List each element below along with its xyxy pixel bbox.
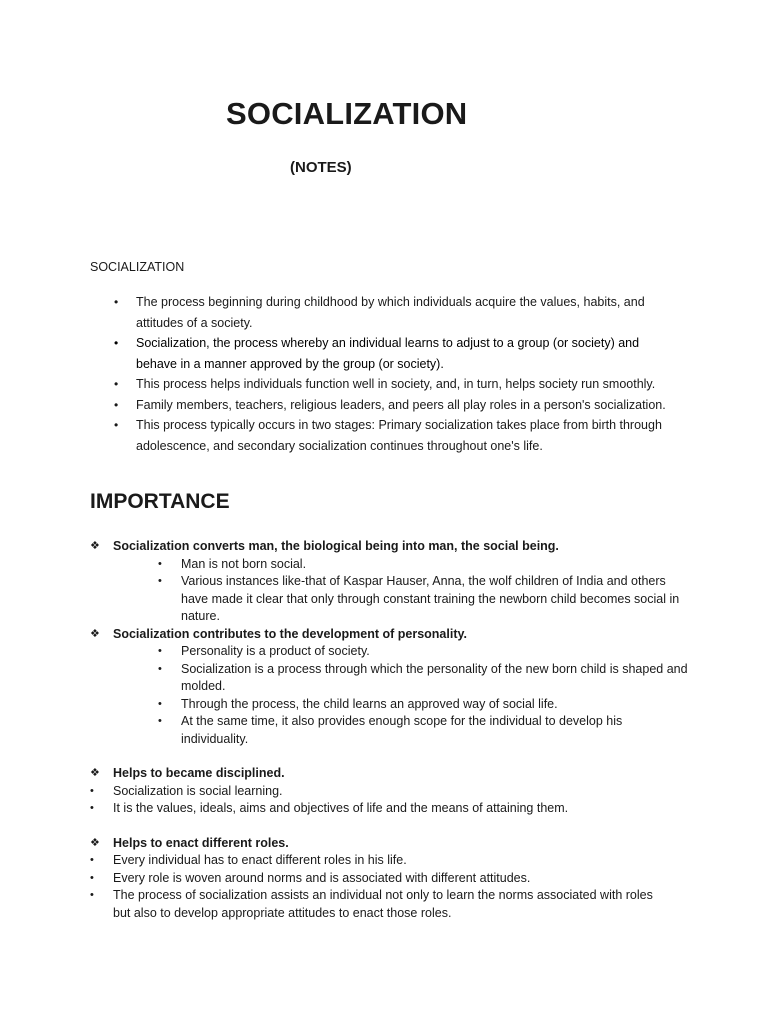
list-item-text: The process of socialization assists an individual not only to learn the norms associated with roles but also to develop appropriate attitudes to enact those roles.	[113, 888, 653, 920]
list-item-text: Socialization is social learning.	[113, 783, 283, 798]
page-title: SOCIALIZATION	[226, 96, 468, 131]
list-item	[0, 374, 768, 395]
list-item-text: It is the values, ideals, aims and objectives of life and the means of attaining them.	[113, 801, 569, 815]
bullet-icon: •	[158, 697, 162, 710]
importance-point-heading: Socialization converts man, the biological being into man, the social being.	[113, 539, 559, 553]
list-item	[0, 696, 768, 714]
diamond-bullet-icon: ❖	[90, 767, 100, 779]
list-item	[0, 573, 768, 626]
list-item	[0, 661, 768, 696]
diamond-bullet-icon: ❖	[90, 627, 100, 640]
list-item	[0, 887, 768, 922]
importance-point-heading: Socialization contributes to the development of personality.	[113, 626, 467, 641]
list-item	[0, 870, 768, 888]
list-item-text: At the same time, it also provides enough scope for the individual to develop his individuality.	[181, 714, 623, 746]
section-label: SOCIALIZATION	[90, 260, 185, 274]
list-item-text: This process helps individuals function well in society, and, in turn, helps society run smoothly.	[136, 377, 656, 391]
list-item	[0, 395, 768, 416]
bullet-icon: •	[114, 397, 119, 412]
bullet-icon: •	[114, 377, 119, 391]
list-item-text: Man is not born social.	[181, 556, 307, 571]
list-item	[0, 292, 768, 333]
list-item-text: The process beginning during childhood by which individuals acquire the values, habits, and attitudes of a society.	[136, 295, 645, 330]
importance-section	[0, 538, 768, 922]
bullet-icon: •	[158, 662, 162, 675]
definition-list	[0, 292, 768, 456]
list-item-text: Every role is woven around norms and is associated with different attitudes.	[113, 870, 531, 885]
importance-point-heading: Helps to enact different roles.	[113, 835, 289, 850]
list-item-text: Various instances like-that of Kaspar Hauser, Anna, the wolf children of India and others have made it clear that only through constant training the newborn child becomes social in nature.	[181, 574, 680, 623]
bullet-icon: •	[90, 854, 94, 866]
importance-point-heading: Helps to became disciplined.	[113, 766, 285, 780]
bullet-icon: •	[90, 802, 94, 814]
list-item-text: This process typically occurs in two stages: Primary socialization takes place from birth through adolescence, and secondary socialization continues throughout one's life.	[136, 418, 662, 453]
spacer	[0, 748, 768, 765]
bullet-icon: •	[158, 575, 162, 587]
list-item	[0, 713, 768, 748]
importance-sub-list	[0, 556, 768, 626]
importance-heading: IMPORTANCE	[90, 490, 230, 513]
importance-flat-list	[0, 852, 768, 922]
bullet-icon: •	[114, 336, 119, 350]
list-item-text: Socialization is a process through which the personality of the new born child is shaped and molded.	[181, 661, 688, 693]
importance-point	[0, 626, 768, 644]
list-item	[0, 643, 768, 661]
list-item	[0, 783, 768, 801]
bullet-icon: •	[90, 784, 94, 797]
bullet-icon: •	[158, 557, 162, 570]
importance-point	[0, 765, 768, 783]
list-item	[0, 852, 768, 870]
list-item-text: Every individual has to enact different roles in his life.	[113, 853, 407, 867]
bullet-icon: •	[158, 645, 162, 657]
list-item-text: Through the process, the child learns an approved way of social life.	[181, 696, 558, 711]
list-item-text: Family members, teachers, religious leaders, and peers all play roles in a person's socialization.	[136, 397, 666, 412]
bullet-icon: •	[158, 715, 162, 727]
bullet-icon: •	[114, 418, 119, 432]
list-item-text: Socialization, the process whereby an individual learns to adjust to a group (or society) and behave in a manner approved by the group (or society).	[136, 336, 640, 371]
list-item-text: Personality is a product of society.	[181, 644, 370, 658]
bullet-icon: •	[114, 295, 119, 309]
list-item	[0, 800, 768, 818]
list-item	[0, 333, 768, 374]
bullet-icon: •	[90, 889, 94, 901]
importance-flat-list	[0, 783, 768, 818]
importance-point	[0, 538, 768, 556]
diamond-bullet-icon: ❖	[90, 836, 100, 849]
diamond-bullet-icon: ❖	[90, 540, 100, 552]
importance-point	[0, 835, 768, 853]
list-item	[0, 415, 768, 456]
importance-sub-list	[0, 643, 768, 748]
spacer	[0, 818, 768, 835]
page-subtitle: (NOTES)	[290, 159, 352, 176]
bullet-icon: •	[90, 871, 94, 884]
list-item	[0, 556, 768, 574]
